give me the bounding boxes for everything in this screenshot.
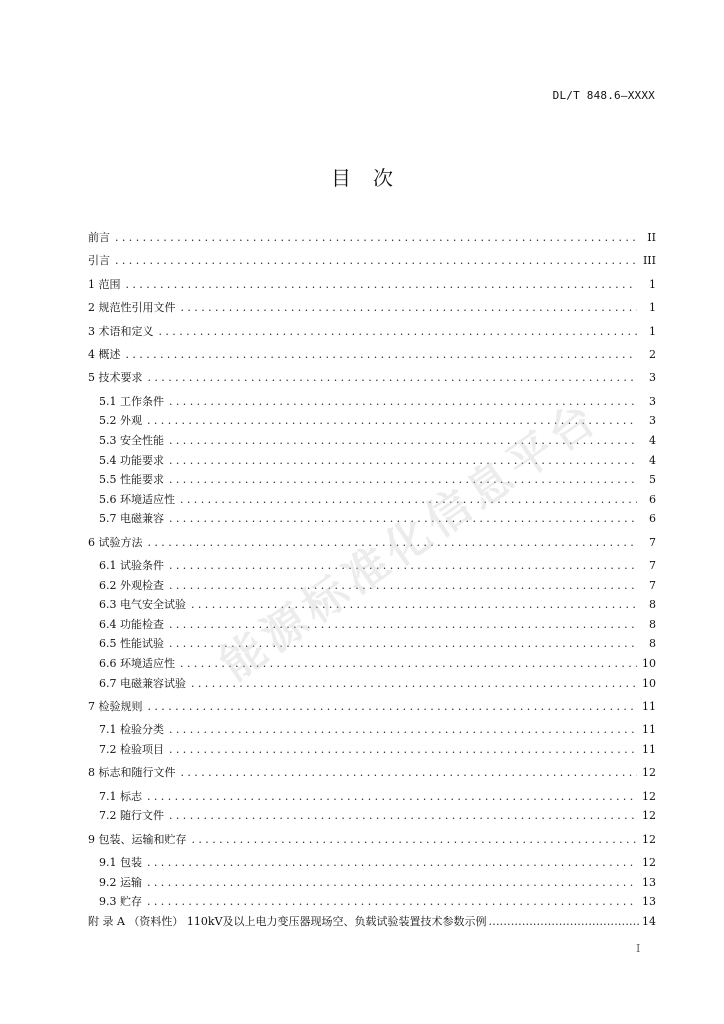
toc-leader-dots bbox=[148, 368, 638, 388]
toc-entry-label: 附 录 A （资料性） 110kV及以上电力变压器现场空、负载试验装置技术参数示例 bbox=[88, 914, 487, 928]
toc-entry-page: 14 bbox=[642, 914, 656, 928]
toc-entry-label: 6.6 环境适应性 bbox=[99, 657, 175, 671]
toc-entry[interactable] bbox=[88, 251, 656, 271]
table-of-contents bbox=[88, 228, 656, 932]
toc-entry-page: 6 bbox=[649, 492, 656, 506]
toc-leader-dots bbox=[169, 392, 637, 412]
toc-entry-label: 6.5 性能试验 bbox=[99, 637, 164, 651]
toc-entry-label: 7.1 标志 bbox=[99, 789, 142, 803]
toc-entry-page: 3 bbox=[649, 414, 656, 428]
toc-leader-dots bbox=[115, 251, 637, 271]
toc-entry[interactable] bbox=[88, 275, 656, 295]
toc-leader-dots bbox=[169, 451, 637, 471]
toc-entry[interactable] bbox=[88, 806, 656, 826]
toc-entry-label: 9.1 包装 bbox=[99, 856, 142, 870]
toc-entry-page: 7 bbox=[649, 535, 656, 549]
toc-entry-page: 10 bbox=[642, 676, 656, 690]
toc-entry-page: 13 bbox=[642, 875, 656, 889]
page-title: 目次 bbox=[331, 166, 415, 190]
toc-entry-label: 引言 bbox=[88, 254, 110, 268]
toc-leader-dots bbox=[181, 763, 638, 783]
toc-entry-label: 7.2 检验项目 bbox=[99, 743, 164, 757]
toc-entry-page: 1 bbox=[649, 324, 656, 338]
toc-entry[interactable] bbox=[88, 763, 656, 783]
toc-entry-label: 7.1 检验分类 bbox=[99, 723, 164, 737]
toc-entry[interactable] bbox=[88, 322, 656, 342]
toc-entry-label: 1 范围 bbox=[88, 277, 121, 291]
toc-entry-page: 1 bbox=[649, 277, 656, 291]
toc-entry-label: 6.3 电气安全试验 bbox=[99, 598, 186, 612]
toc-leader-dots bbox=[180, 654, 637, 674]
toc-entry[interactable] bbox=[88, 298, 656, 318]
toc-entry-label: 5 技术要求 bbox=[88, 371, 143, 385]
toc-leader-dots bbox=[147, 853, 637, 873]
toc-leader-dots bbox=[147, 787, 637, 807]
toc-leader-dots bbox=[169, 720, 637, 740]
toc-leader-dots bbox=[191, 595, 637, 615]
toc-entry[interactable] bbox=[88, 595, 656, 615]
toc-entry-label: 5.5 性能要求 bbox=[99, 473, 164, 487]
toc-entry-label: 前言 bbox=[88, 231, 110, 244]
toc-entry-page: 1 bbox=[649, 301, 656, 315]
toc-entry-label: 5.3 安全性能 bbox=[99, 433, 164, 447]
toc-entry-label: 2 规范性引用文件 bbox=[88, 301, 176, 315]
toc-leader-dots bbox=[169, 470, 637, 490]
toc-entry-label: 5.2 外观 bbox=[99, 414, 142, 428]
toc-entry[interactable] bbox=[88, 873, 656, 893]
toc-entry-page: 8 bbox=[649, 598, 656, 612]
toc-leader-dots bbox=[147, 892, 637, 912]
toc-entry[interactable] bbox=[88, 853, 656, 873]
toc-entry-label: 5.4 功能要求 bbox=[99, 453, 164, 467]
toc-entry[interactable] bbox=[88, 634, 656, 654]
toc-entry-page: 7 bbox=[649, 559, 656, 573]
toc-entry[interactable] bbox=[88, 830, 656, 850]
toc-entry-label: 8 标志和随行文件 bbox=[88, 766, 176, 780]
toc-entry-page: 2 bbox=[649, 347, 656, 361]
toc-entry-label: 6.7 电磁兼容试验 bbox=[99, 676, 186, 690]
toc-entry-label: 5.7 电磁兼容 bbox=[99, 512, 164, 526]
toc-entry-page: 8 bbox=[649, 617, 656, 631]
toc-entry[interactable] bbox=[88, 892, 656, 912]
toc-entry-page: 10 bbox=[642, 657, 656, 671]
toc-entry-page: 11 bbox=[642, 723, 656, 737]
toc-entry-page: 8 bbox=[649, 637, 656, 651]
toc-entry-page: II bbox=[647, 231, 656, 244]
toc-leader-dots bbox=[148, 697, 638, 717]
toc-entry-page: 7 bbox=[649, 578, 656, 592]
watermark: 能源标准化信息平台 bbox=[211, 390, 610, 691]
toc-entry[interactable] bbox=[88, 720, 656, 740]
toc-leader-dots bbox=[147, 873, 637, 893]
toc-entry-label: 9.3 贮存 bbox=[99, 895, 142, 909]
toc-leader-dots bbox=[169, 431, 637, 451]
toc-entry-page: 12 bbox=[642, 809, 656, 823]
toc-entry-page: 11 bbox=[642, 700, 656, 714]
toc-leader-dots bbox=[489, 912, 641, 932]
toc-leader-dots bbox=[147, 411, 637, 431]
toc-entry-label: 6 试验方法 bbox=[88, 535, 143, 549]
toc-entry-page: 5 bbox=[649, 473, 656, 487]
toc-leader-dots bbox=[169, 634, 637, 654]
toc-leader-dots bbox=[126, 345, 638, 365]
toc-entry-page: 13 bbox=[642, 895, 656, 909]
toc-entry[interactable] bbox=[88, 431, 656, 451]
toc-entry[interactable] bbox=[88, 576, 656, 596]
toc-entry-label: 7 检验规则 bbox=[88, 700, 143, 714]
toc-entry[interactable] bbox=[88, 451, 656, 471]
toc-entry-label: 6.1 试验条件 bbox=[99, 559, 164, 573]
toc-entry-page: 12 bbox=[642, 766, 656, 780]
toc-entry[interactable] bbox=[88, 490, 656, 510]
toc-entry[interactable] bbox=[88, 615, 656, 635]
toc-leader-dots bbox=[115, 228, 637, 248]
toc-entry[interactable] bbox=[88, 912, 656, 932]
toc-entry[interactable] bbox=[88, 470, 656, 490]
toc-entry[interactable] bbox=[88, 787, 656, 807]
toc-entry-label: 3 术语和定义 bbox=[88, 324, 154, 338]
toc-entry-page: 3 bbox=[649, 394, 656, 408]
toc-entry[interactable] bbox=[88, 674, 656, 694]
toc-entry-label: 5.1 工作条件 bbox=[99, 394, 164, 408]
toc-entry[interactable] bbox=[88, 411, 656, 431]
toc-leader-dots bbox=[169, 740, 637, 760]
toc-entry-page: 11 bbox=[642, 743, 656, 757]
toc-entry-label: 4 概述 bbox=[88, 347, 121, 361]
toc-entry-page: 4 bbox=[649, 453, 656, 467]
toc-entry-label: 6.2 外观检查 bbox=[99, 578, 164, 592]
toc-entry[interactable] bbox=[88, 740, 656, 760]
toc-leader-dots bbox=[148, 533, 638, 553]
toc-leader-dots bbox=[169, 556, 637, 576]
page-number: I bbox=[636, 942, 641, 955]
toc-leader-dots bbox=[181, 298, 638, 318]
toc-entry[interactable] bbox=[88, 368, 656, 388]
toc-leader-dots bbox=[159, 322, 638, 342]
toc-entry[interactable] bbox=[88, 392, 656, 412]
toc-leader-dots bbox=[169, 806, 637, 826]
toc-entry[interactable] bbox=[88, 345, 656, 365]
toc-entry-page: 12 bbox=[642, 789, 656, 803]
toc-entry[interactable] bbox=[88, 556, 656, 576]
toc-leader-dots bbox=[169, 576, 637, 596]
toc-entry[interactable] bbox=[88, 228, 656, 248]
toc-entry-page: 12 bbox=[642, 856, 656, 870]
toc-entry[interactable] bbox=[88, 654, 656, 674]
toc-leader-dots bbox=[169, 615, 637, 635]
toc-entry[interactable] bbox=[88, 533, 656, 553]
toc-leader-dots bbox=[126, 275, 638, 295]
toc-entry-page: 6 bbox=[649, 512, 656, 526]
toc-entry[interactable] bbox=[88, 697, 656, 717]
toc-entry-page: 12 bbox=[642, 832, 656, 846]
toc-entry-label: 6.4 功能检查 bbox=[99, 617, 164, 631]
document-code: DL/T 848.6—XXXX bbox=[552, 89, 655, 102]
toc-entry-page: III bbox=[642, 254, 656, 268]
toc-entry-label: 7.2 随行文件 bbox=[99, 809, 164, 823]
toc-entry[interactable] bbox=[88, 509, 656, 529]
toc-entry-label: 5.6 环境适应性 bbox=[99, 492, 175, 506]
toc-entry-label: 9 包装、运输和贮存 bbox=[88, 832, 187, 846]
toc-leader-dots bbox=[191, 674, 637, 694]
toc-leader-dots bbox=[169, 509, 637, 529]
toc-leader-dots bbox=[192, 830, 638, 850]
toc-leader-dots bbox=[180, 490, 637, 510]
toc-entry-page: 3 bbox=[649, 371, 656, 385]
toc-entry-page: 4 bbox=[649, 433, 656, 447]
toc-entry-label: 9.2 运输 bbox=[99, 875, 142, 889]
